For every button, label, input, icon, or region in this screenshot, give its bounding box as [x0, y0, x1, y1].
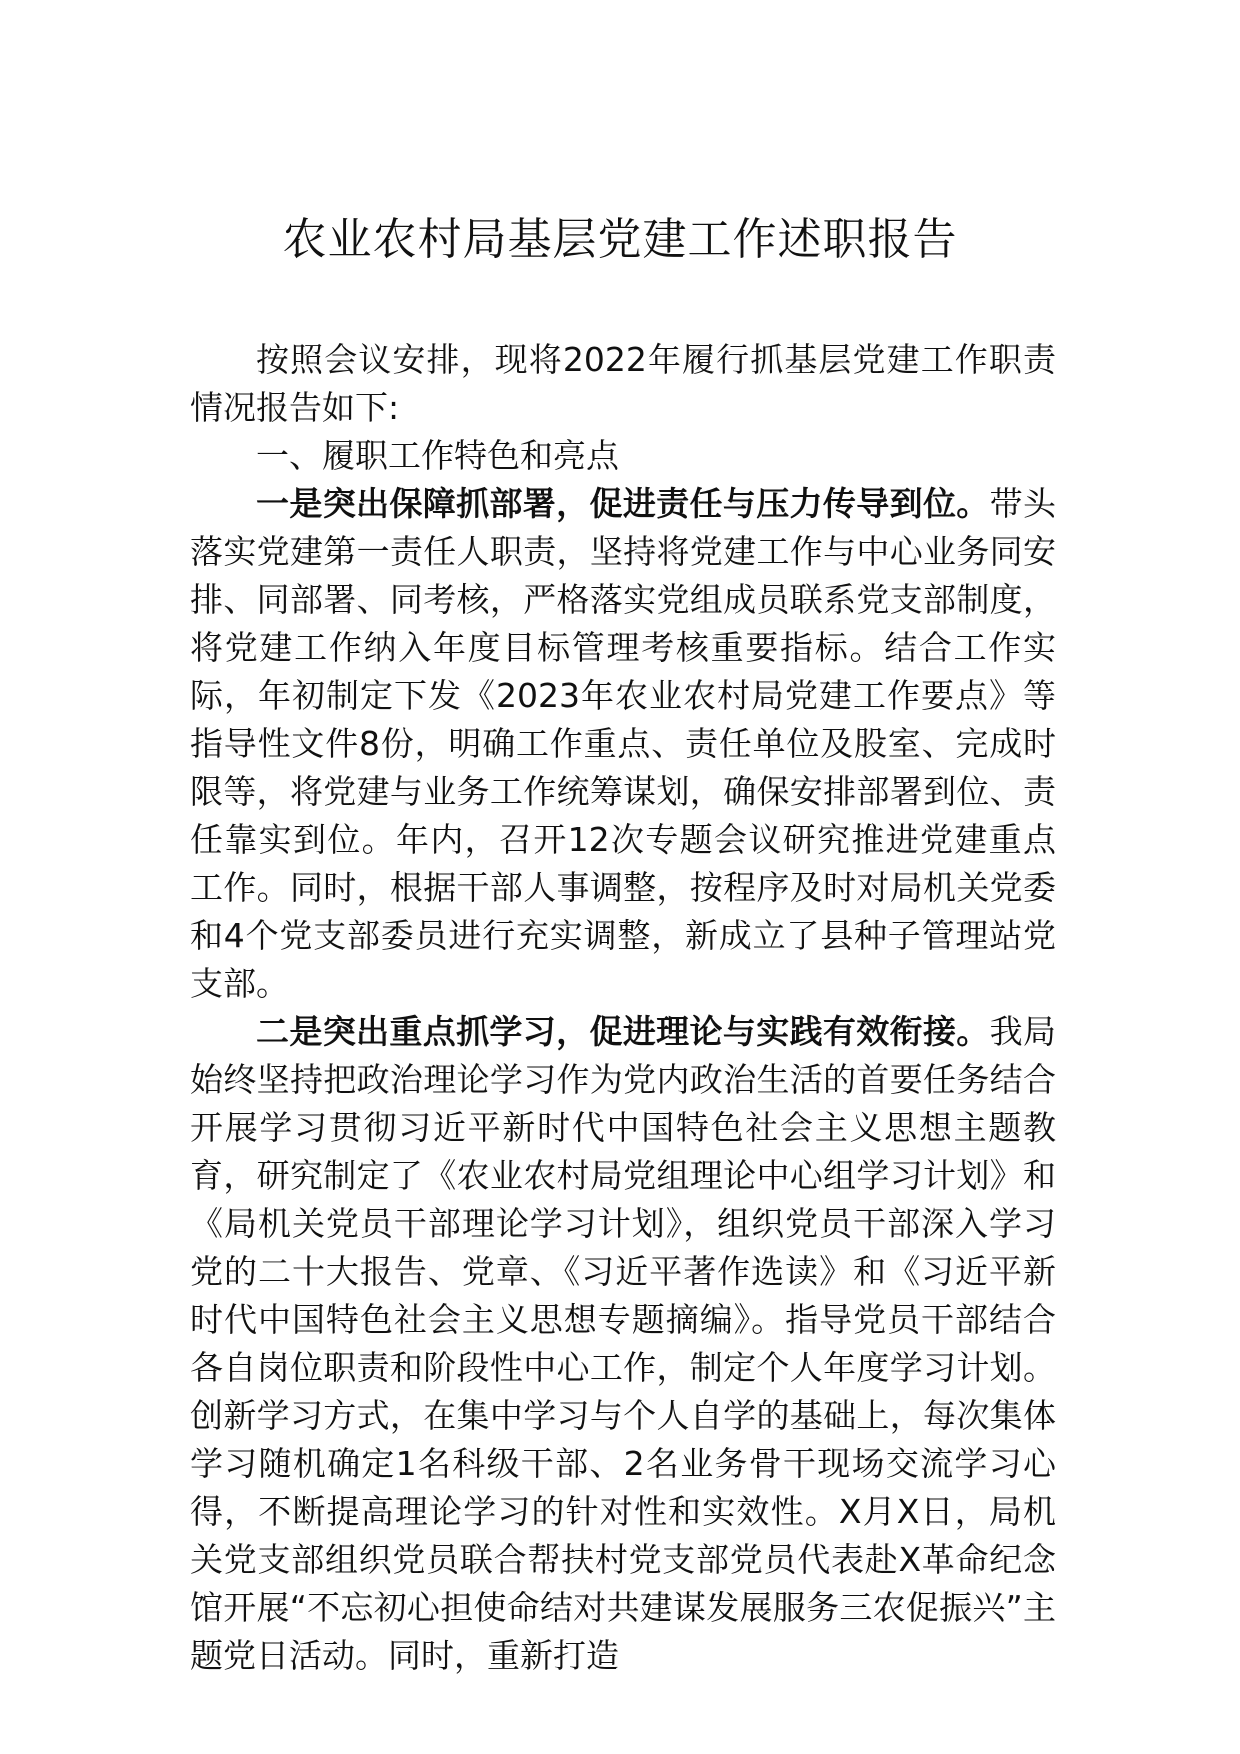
document-title: 农业农村局基层党建工作述职报告 [282, 214, 958, 265]
paragraph-2 [190, 1008, 1056, 1680]
paragraph-1 [190, 480, 1056, 1008]
paragraph-2-lead: 二是突出重点抓学习，促进理论与实践有效衔接。 [256, 1012, 990, 1051]
document-body [190, 336, 1056, 1680]
paragraph-2-text: 我局始终坚持把政治理论学习作为党内政治生活的首要任务结合开展学习贯彻习近平新时代中国特色社会主义思想主题教育，研究制定了《农业农村局党组理论中心组学习计划》和《局机关党员干部理论学习计划》，组织党员干部深入学习党的二十大报告、党章、《习近平著作选读》和《习近平新时代中国特色社会主义思想专题摘编》。指导党员干部结合各自岗位职责和阶段性中心工作，制定个人年度学习计划。创新学习方式，在集中学习与个人自学的基础上，每次集体学习随机确定1名科级干部、2名业务骨干现场交流学习心得，不断提高理论学习的针对性和实效性。X月X日，局机关党支部组织党员联合帮扶村党支部党员代表赴X革命纪念馆开展“不忘初心担使命结对共建谋发展服务三农促振兴”主题党日活动。同时，重新打造 [190, 1012, 1057, 1675]
paragraph-1-text: 带头落实党建第一责任人职责，坚持将党建工作与中心业务同安排、同部署、同考核，严格落实党组成员联系党支部制度，将党建工作纳入年度目标管理考核重要指标。结合工作实际，年初制定下发《2023年农业农村局党建工作要点》等指导性文件8份，明确工作重点、责任单位及股室、完成时限等，将党建与业务工作统筹谋划，确保安排部署到位、责任靠实到位。年内，召开12次专题会议研究推进党建重点工作。同时，根据干部人事调整，按程序及时对局机关党委和4个党支部委员进行充实调整，新成立了县种子管理站党支部。 [190, 484, 1057, 1003]
paragraph-1-lead: 一是突出保障抓部署，促进责任与压力传导到位。 [256, 484, 990, 523]
section-heading: 一、履职工作特色和亮点 [256, 436, 619, 475]
intro-paragraph: 按照会议安排，现将2022年履行抓基层党建工作职责情况报告如下: [190, 340, 1056, 427]
